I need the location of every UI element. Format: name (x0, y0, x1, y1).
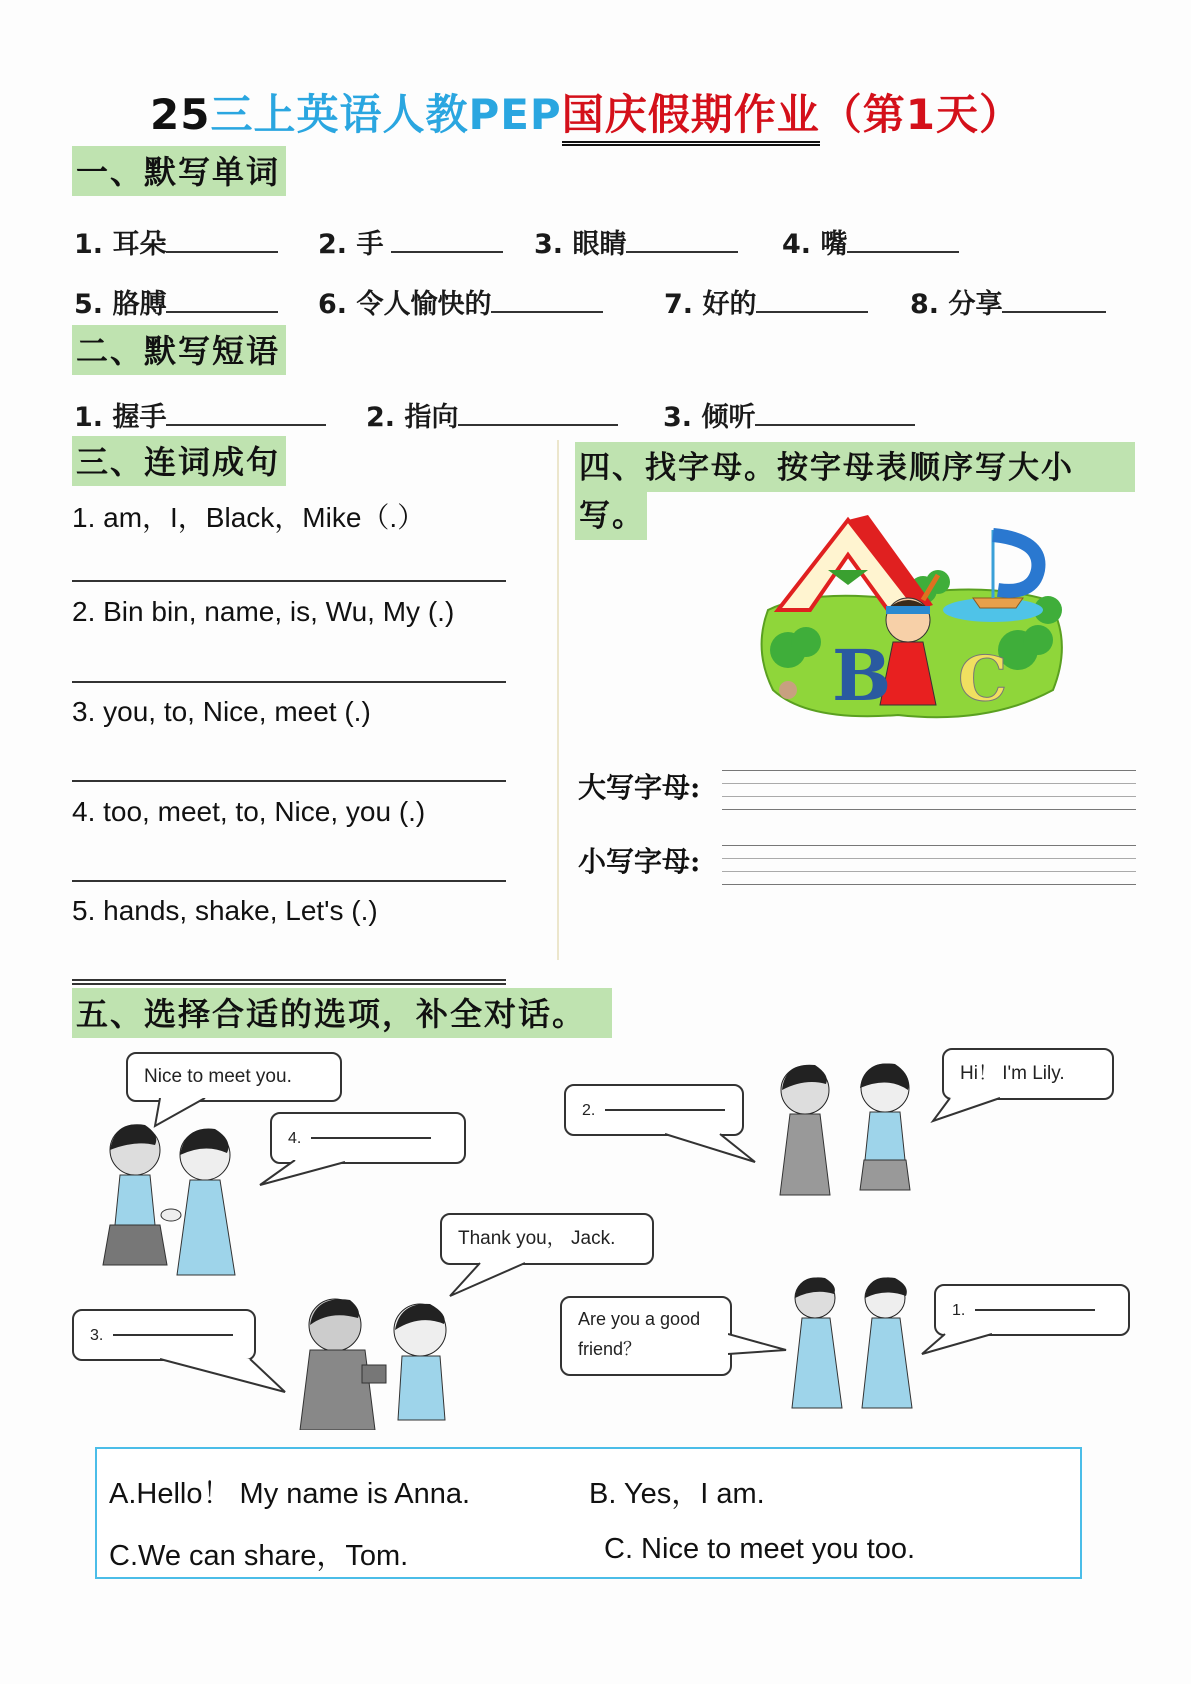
bubble-tail (150, 1357, 290, 1397)
uppercase-label: 大写字母: (578, 771, 701, 804)
answer-blank[interactable] (755, 424, 915, 426)
answer-line-3[interactable] (72, 780, 506, 782)
word-label: 7. 好的 (664, 289, 757, 320)
answer-blank[interactable] (1002, 311, 1106, 313)
sentence-item-4: 4. too, meet, to, Nice, you (.) (72, 796, 426, 827)
bubble-nice-to-meet: Nice to meet you. (126, 1052, 342, 1102)
word-item-8 (910, 282, 1106, 321)
phrase-item-2 (366, 395, 618, 434)
answer-line-1[interactable] (72, 580, 506, 582)
blank-number: 1. (952, 1302, 966, 1319)
answer-blank[interactable] (166, 424, 326, 426)
answer-line-2[interactable] (72, 681, 506, 683)
lowercase-label: 小写字母: (578, 845, 701, 878)
phrase-label: 3. 倾听 (663, 402, 756, 433)
answer-blank[interactable] (491, 311, 603, 313)
word-item-2 (318, 222, 503, 261)
bubble-tail (255, 1160, 355, 1190)
phrase-item-1 (74, 395, 326, 434)
word-label: 6. 令人愉快的 (318, 289, 492, 320)
section5-heading: 五、选择合适的选项，补全对话。 (72, 988, 612, 1038)
answer-blank[interactable] (975, 1309, 1095, 1311)
option-c-share[interactable]: C.We can share，Tom. (109, 1540, 409, 1572)
answer-blank[interactable] (847, 251, 959, 253)
word-item-4 (782, 222, 959, 261)
section4-heading-line2: 写。 (575, 490, 647, 540)
phrase-label: 1. 握手 (74, 402, 167, 433)
word-label: 8. 分享 (910, 289, 1003, 320)
page-title (150, 82, 1080, 146)
bubble-thank-jack: Thank you， Jack. (440, 1213, 654, 1265)
title-year: 25 (150, 90, 211, 139)
bubble-hi-lily: Hi！ I'm Lily. (942, 1048, 1114, 1100)
waving-girls-illustration (760, 1050, 930, 1225)
bubble-blank-3[interactable] (72, 1309, 256, 1361)
bubble-tail (930, 1096, 1010, 1126)
svg-text:C: C (958, 642, 1008, 715)
sentence-item-5: 5. hands, shake, Let's (.) (72, 895, 378, 926)
option-a[interactable]: A.Hello！ My name is Anna. (109, 1478, 471, 1510)
answer-blank[interactable] (311, 1137, 431, 1139)
word-item-3 (534, 222, 738, 261)
answer-blank[interactable] (391, 251, 503, 253)
word-item-5 (74, 282, 278, 321)
svg-text:B: B (832, 634, 892, 717)
option-c-nice[interactable]: C. Nice to meet you too. (604, 1533, 916, 1565)
bubble-tail (728, 1330, 788, 1360)
lowercase-writing-lines[interactable] (722, 845, 1136, 897)
boys-sharing-illustration (290, 1290, 470, 1430)
title-homework: 国庆假期作业 (562, 90, 820, 146)
section3-heading: 三、连词成句 (72, 436, 286, 486)
answer-line-4[interactable] (72, 880, 506, 882)
word-label: 4. 嘴 (782, 229, 848, 260)
word-label: 5. 胳膊 (74, 289, 167, 320)
sentence-item-2: 2. Bin bin, name, is, Wu, My (.) (72, 596, 455, 627)
word-item-1 (74, 222, 278, 261)
sentence-item-1: 1. am，I，Black，Mike（.） (72, 502, 426, 533)
handshake-girls-illustration (95, 1115, 255, 1285)
bubble-blank-1[interactable] (934, 1284, 1130, 1336)
answer-blank[interactable] (166, 311, 278, 313)
word-item-6 (318, 282, 603, 321)
title-grade-subject: 三上英语人教PEP (210, 90, 562, 139)
phrase-item-3 (663, 395, 915, 434)
answer-blank[interactable] (166, 251, 278, 253)
answer-line-5[interactable] (72, 979, 506, 985)
word-label: 1. 耳朵 (74, 229, 167, 260)
answer-blank[interactable] (458, 424, 618, 426)
answer-blank[interactable] (756, 311, 868, 313)
bubble-good-friend (560, 1296, 732, 1376)
section1-heading: 一、默写单词 (72, 146, 286, 196)
blank-number: 2. (582, 1102, 596, 1119)
blank-number: 4. (288, 1130, 302, 1147)
bubble-line: Are you a good (578, 1309, 701, 1329)
bubble-line: friend？ (578, 1339, 642, 1359)
answer-blank[interactable] (605, 1109, 725, 1111)
uppercase-writing-lines[interactable] (722, 770, 1136, 822)
column-divider (557, 440, 559, 960)
answer-blank[interactable] (626, 251, 738, 253)
two-girls-talking-illustration (780, 1268, 920, 1433)
answer-blank[interactable] (113, 1334, 233, 1336)
alphabet-illustration (748, 510, 1078, 725)
word-label: 3. 眼睛 (534, 229, 627, 260)
phrase-label: 2. 指向 (366, 402, 459, 433)
sentence-item-3: 3. you, to, Nice, meet (.) (72, 696, 371, 727)
bubble-tail (920, 1332, 1000, 1362)
bubble-blank-2[interactable] (564, 1084, 744, 1136)
bubble-blank-4[interactable] (270, 1112, 466, 1164)
bubble-tail (660, 1132, 760, 1172)
section2-heading: 二、默写短语 (72, 325, 286, 375)
blank-number: 3. (90, 1327, 104, 1344)
options-box (95, 1447, 1082, 1579)
word-label: 2. 手 (318, 229, 384, 260)
option-b[interactable]: B. Yes，I am. (589, 1478, 765, 1510)
title-day: （第1天） (819, 90, 1022, 139)
section4-heading-line1: 四、找字母。按字母表顺序写大小 (575, 442, 1135, 492)
word-item-7 (664, 282, 868, 321)
